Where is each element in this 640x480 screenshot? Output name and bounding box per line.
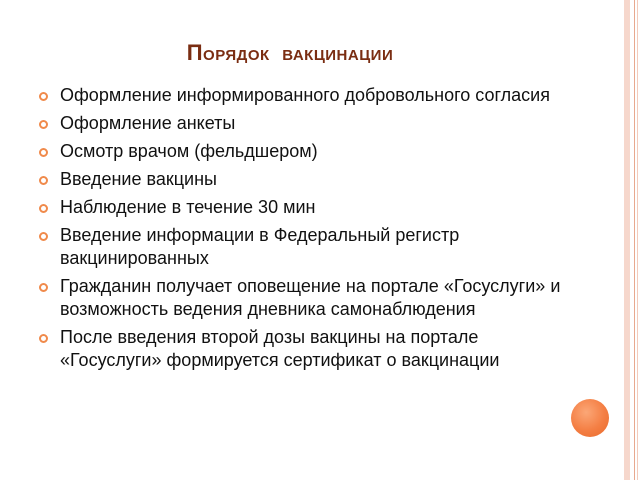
slide-title: Порядок вакцинации <box>186 40 394 65</box>
circle-bullet-icon <box>39 176 48 185</box>
list-item-text: После введения второй дозы вакцины на портале «Госуслуги» формируется сертификат о вакцинации <box>60 327 500 370</box>
list-item-text: Оформление анкеты <box>60 113 236 133</box>
circle-bullet-icon <box>39 120 48 129</box>
list-item <box>38 168 578 191</box>
circle-bullet-icon <box>39 334 48 343</box>
list-item <box>38 275 578 321</box>
list-item <box>38 112 578 135</box>
list-item-text: Осмотр врачом (фельдшером) <box>60 141 318 161</box>
circle-bullet-icon <box>39 148 48 157</box>
list-item-text: Введение информации в Федеральный регистр вакцинированных <box>60 225 460 268</box>
list-item-text: Наблюдение в течение 30 мин <box>60 197 316 217</box>
list-item <box>38 224 578 270</box>
edge-decoration-line <box>634 0 635 480</box>
list-item <box>38 84 578 107</box>
list-item <box>38 326 578 372</box>
bullet-list <box>38 84 578 377</box>
edge-decoration-band <box>624 0 630 480</box>
circle-bullet-icon <box>39 232 48 241</box>
list-item-text: Гражданин получает оповещение на портале «Госуслуги» и возможность ведения дневника самонаблюдения <box>60 276 561 319</box>
list-item <box>38 196 578 219</box>
edge-decoration-line-2 <box>637 0 638 480</box>
circle-bullet-icon <box>39 283 48 292</box>
circle-bullet-icon <box>39 92 48 101</box>
orange-circle-icon <box>571 399 609 437</box>
circle-bullet-icon <box>39 204 48 213</box>
list-item-text: Оформление информированного добровольного согласия <box>60 85 550 105</box>
list-item-text: Введение вакцины <box>60 169 217 189</box>
list-item <box>38 140 578 163</box>
